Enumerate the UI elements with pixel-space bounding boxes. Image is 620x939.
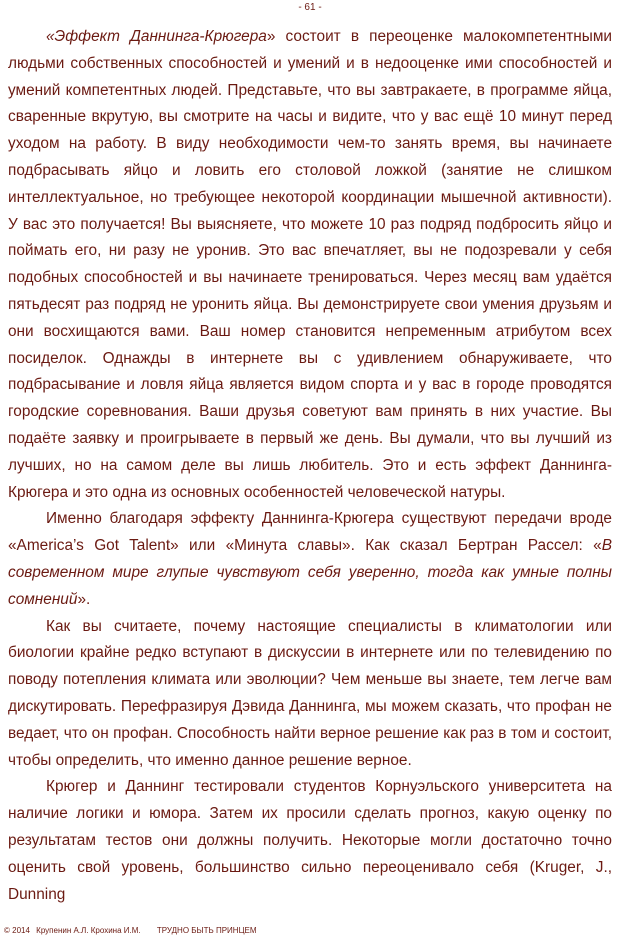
book-title-text: ТРУДНО БЫТЬ ПРИНЦЕМ [156,926,257,935]
paragraph-cornell-study: Крюгер и Даннинг тестировали студентов Корнуэльского университета на наличие логики и юмора. Затем их просили сделать прогноз, какую оценку по результатам тестов они должны получить. Некоторые могли достаточно точно оценить свой уровень, большинство сильно переоценивало себя (Kruger, J., Dunning [8,778,612,903]
page-footer [4,926,261,935]
paragraph-text: Именно благодаря эффекту Даннинга-Крюгера существуют передачи вроде «America’s Got Talent» или «Минута славы». Как сказал Бертран Рассел: « [8,510,612,555]
paragraph-specialists: Как вы считаете, почему настоящие специалисты в климатологии или биологии крайне редко вступают в дискуссии в интернете или по телевидению по поводу потепления климата или эволюции? Чем меньше вы знаете, тем легче вам дискутировать. Перефразируя Дэвида Даннинга, мы можем сказать, что профан не ведает, что он профан. Способность найти верное решение как раз в том и состоит, чтобы определить, что именно данное решение верное. [8,617,612,769]
russell-quote: В современном мире глупые чувствуют себя уверенно, тогда как умные полны сомнений [8,537,612,608]
paragraph-dunning-kruger-definition [8,24,612,506]
paragraph-tail: ». [77,590,91,608]
body-text [8,24,612,908]
term-emphasis: «Эффект Даннинга-Крюгера [46,28,267,45]
copyright-text: © 2014 [4,926,30,935]
authors-text: Крупенин А.Л. Крохина И.М. [36,926,141,935]
paragraph-text: » состоит в переоценке малокомпетентными людьми собственных способностей и умений и в недооценке ими способностей и умений компетентных людей. Представьте, что вы завтракаете, в программе яйца, сваренные вкрутую, вы смотрите на часы и видите, что у вас ещё 10 минут перед уходом на работу. В виду необходимости чем-то занять время, вы начинаете подбрасывать яйцо и ловить его столовой ложкой (занятие не слишком интеллектуальное, но требующее некоторой координации мышечной активности). У вас это получается! Вы выясняете, что можете 10 раз подряд подбросить яйцо и поймать его, ни разу не уронив. Это вас впечатляет, вы не подозревали у себя подобных способностей и вы начинаете тренироваться. Через месяц вам удаётся пятьдесят раз подряд не уронить яйца. Вы демонстрируете свои умения друзьям и они восхищаются вами. Ваш номер становится непременным атрибутом всех посиделок. Однажды в интернете вы с удивлением обнаруживаете, что подбрасывание и ловля яйца является видом спорта и у вас в городе проводятся городские соревнования. Ваши друзья советуют вам принять в них участие. Вы подаёте заявку и проигрываете в первый же день. Вы думали, что вы лучший из лучших, но на самом деле вы лишь любитель. Это и есть эффект Даннинга-Крюгера и это одна из основных особенностей человеческой натуры. [8,28,612,501]
paragraph-tv-shows [8,506,612,613]
page-number: - 61 - [298,2,322,13]
